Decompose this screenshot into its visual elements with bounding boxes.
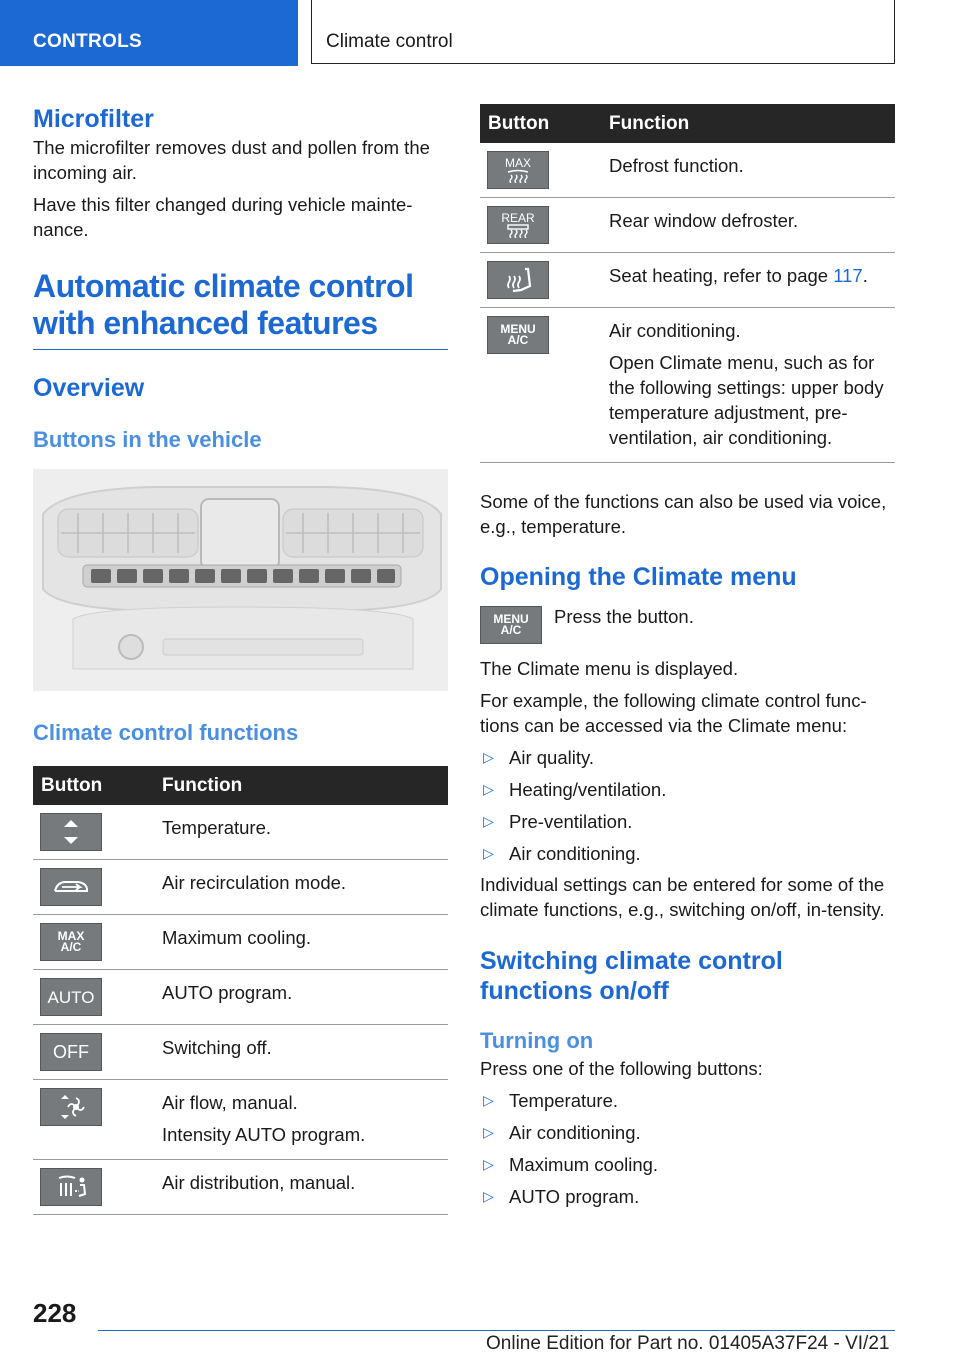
table-row — [33, 1025, 448, 1080]
switching-heading: Switching climate control functions on/off — [480, 947, 783, 1005]
function-text: Switching off. — [162, 1037, 272, 1058]
press-one-text: Press one of the following buttons: — [480, 1058, 763, 1079]
list-item: ▷ Pre-ventilation. — [480, 809, 895, 834]
bullet-triangle-icon: ▷ — [483, 813, 494, 829]
function-extra: Intensity AUTO program. — [162, 1124, 366, 1145]
example-text: For example, the following climate control func-tions can be accessed via the Climate menu: — [480, 690, 867, 736]
list-item: ▷ Air conditioning. — [480, 841, 895, 866]
vehicle-dashboard-illustration — [33, 469, 448, 691]
footer-rule — [98, 1330, 895, 1331]
function-text: Air flow, manual. — [162, 1092, 298, 1113]
menu-ac-button-icon: MENU A/C — [480, 606, 542, 644]
function-text: Air recirculation mode. — [162, 872, 347, 893]
table-row — [33, 915, 448, 970]
turn-on-list — [480, 1088, 895, 1209]
bullet-triangle-icon: ▷ — [483, 1188, 494, 1204]
max-ac-icon: MAX A/C — [40, 923, 102, 961]
function-text: Rear window defroster. — [609, 210, 799, 231]
function-text: Seat heating, refer to page 117. — [609, 265, 868, 286]
auto-icon: AUTO — [40, 978, 102, 1016]
list-item: ▷ Air quality. — [480, 745, 895, 770]
function-text: AUTO program. — [162, 982, 293, 1003]
page-reference-link[interactable]: 117 — [833, 265, 863, 286]
functions-table-right — [480, 104, 895, 463]
bullet-triangle-icon: ▷ — [483, 781, 494, 797]
function-text: Air conditioning. — [609, 320, 741, 341]
list-item: ▷ Heating/ventilation. — [480, 777, 895, 802]
page-number: 228 — [33, 1298, 77, 1328]
bullet-triangle-icon: ▷ — [483, 1156, 494, 1172]
press-button-text: Press the button. — [554, 606, 694, 627]
buttons-in-vehicle-heading: Buttons in the vehicle — [33, 427, 262, 452]
functions-heading: Climate control functions — [33, 720, 299, 745]
col-header-button: Button — [33, 766, 162, 805]
table-row — [33, 805, 448, 860]
off-icon: OFF — [40, 1033, 102, 1071]
voice-note: Some of the functions can also be used via voice, e.g., temperature. — [480, 491, 887, 537]
chapter-title: Climate control — [311, 0, 895, 64]
col-header-function: Function — [609, 104, 895, 143]
table-row — [33, 970, 448, 1025]
function-text: Defrost function. — [609, 155, 744, 176]
bullet-triangle-icon: ▷ — [483, 749, 494, 765]
list-item: ▷ Air conditioning. — [480, 1120, 895, 1145]
overview-heading: Overview — [33, 374, 145, 402]
table-row — [33, 860, 448, 915]
list-item: ▷ Temperature. — [480, 1088, 895, 1113]
opening-climate-menu-heading: Opening the Climate menu — [480, 563, 797, 591]
table-row — [480, 143, 895, 198]
right-column — [480, 104, 895, 1209]
col-header-function: Function — [162, 766, 448, 805]
function-text: Air distribution, manual. — [162, 1172, 356, 1193]
list-item: ▷ Maximum cooling. — [480, 1152, 895, 1177]
left-column — [33, 104, 448, 1215]
seat-heating-icon — [487, 261, 549, 299]
microfilter-text-1: The microfilter removes dust and pollen from the incoming air. — [33, 137, 430, 183]
max-defrost-icon: MAX — [487, 151, 549, 189]
function-text: Maximum cooling. — [162, 927, 312, 948]
list-item: ▷ AUTO program. — [480, 1184, 895, 1209]
menu-displayed-text: The Climate menu is displayed. — [480, 658, 739, 679]
bullet-triangle-icon: ▷ — [483, 1124, 494, 1140]
functions-table-left — [33, 766, 448, 1215]
col-header-button: Button — [480, 104, 609, 143]
function-text: Temperature. — [162, 817, 271, 838]
microfilter-heading: Microfilter — [33, 105, 154, 133]
bullet-triangle-icon: ▷ — [483, 1092, 494, 1108]
rear-defrost-icon: REAR — [487, 206, 549, 244]
temperature-arrows-icon — [40, 813, 102, 851]
table-row — [480, 308, 895, 463]
menu-items-list — [480, 745, 895, 866]
table-row — [33, 1080, 448, 1160]
air-flow-fan-icon — [40, 1088, 102, 1126]
air-distribution-icon — [40, 1168, 102, 1206]
bullet-triangle-icon: ▷ — [483, 845, 494, 861]
function-extra: Open Climate menu, such as for the following settings: upper body temperature adjustment, pre-ventilation, air conditioning. — [609, 352, 884, 448]
menu-ac-icon: MENU A/C — [487, 316, 549, 354]
edition-text: Online Edition for Part no. 01405A37F24 - VI/21 — [486, 1333, 890, 1354]
main-heading: Automatic climate control with enhanced features — [33, 268, 414, 341]
table-row — [480, 198, 895, 253]
section-tab: CONTROLS — [0, 0, 298, 66]
air-recirculation-icon — [40, 868, 102, 906]
table-row — [480, 253, 895, 308]
individual-settings-text: Individual settings can be entered for some of the climate functions, e.g., switching on/off, in-tensity. — [480, 874, 885, 920]
microfilter-text-2: Have this filter changed during vehicle mainte-nance. — [33, 194, 413, 240]
turning-on-heading: Turning on — [480, 1028, 594, 1053]
table-row — [33, 1160, 448, 1215]
heading-rule — [33, 349, 448, 350]
